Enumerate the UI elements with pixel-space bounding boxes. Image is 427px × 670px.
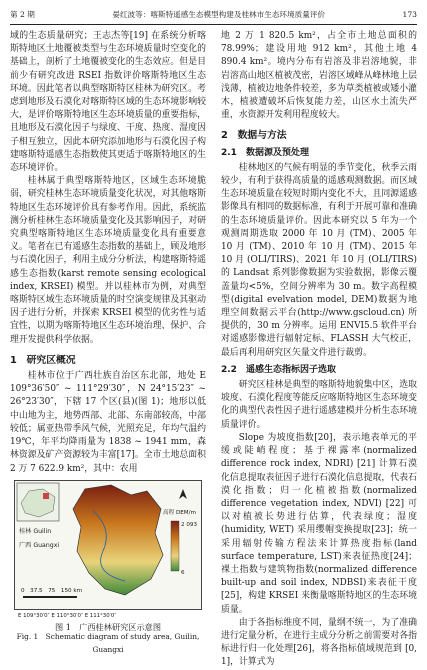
header-issue: 第 2 期 [10,9,35,19]
caption-cn: 图 1 广西桂林研究区示意图 [54,621,162,632]
guilin-inset-marker [43,493,49,499]
dem-legend-bar [171,521,179,571]
label-guangxi: 广西 Guangxi [19,541,60,549]
label-guilin: 桂林 Guilin [19,527,52,535]
paragraph: 桂林市位于广西壮族自治区东北部，地处 E 109°36′50″ ~ 111°29′30″，N 24°15′23″ ~ 26°23′30″，下辖 17 个区(县)(图 1)；地形以低中山地为主，地势西部、北部、东南部较高，中部较低；属亚热带季风气候，光照充足，年均气温约 19℃，年平均降雨量为 1838 ~ 1941 mm，森林资源及矿产资源较为丰富[17]。全市土地总面积 2 万 7 622.9 km²，其中：农用 [10,371,206,474]
header-page-number: 173 [402,9,417,19]
section-heading: 2 数据与方法 [221,130,287,142]
figure-caption [10,619,206,634]
subsection-heading: 2.2 遥感生态指标因子选取 [221,364,336,375]
subsection-heading: 2.1 数据源及预处理 [221,147,309,158]
caption-en: Fig. 1 Schematic diagram of study area, Guilin, Guangxi [16,631,200,654]
paragraph: 由于各指标维度不同，量纲不统一，为了准确进行定量分析，在进行主成分分析之前需要对各指标进行归一化处理[26]，将各指标值域规范到 [0, 1]，计算式为 [221,617,417,668]
legend-min: 6 [181,569,185,576]
legend-max: 2 093 [181,521,198,528]
left-column [10,30,206,656]
right-column [221,30,417,670]
paragraph: 域的生态质量研究；王志杰等[19] 在系统分析喀斯特地区土地覆被类型与生态环境质量时空变化的基础上，剖析了土地覆被变化的生态效应。但是目前少有研究改进 RSEI 指数评价喀斯特地区生态环境。因此笔者以典型喀斯特区桂林为研究区。考虑到地形及石漠化对喀斯特区域的生态环境影响较大，是评价喀斯特地区生态环境质量的重要指标，且地形及石漠化因子与绿度、干度、热度、湿度因子相互独立，因此本研究添加地形与石漠化因子构建喀斯特遥感生态指数使其更适于喀斯特地区的生态环境评价。 [10,31,206,174]
paragraph: 地 2 万 1 820.5 km²，占全市土地总面积的 78.99%；建设用地 912 km²，其他土地 4 890.4 km²。境内分布有岩溶及非岩溶地貌，非岩溶高山地区植被茂密，岩溶区域峰从峰林地上层浅薄，植被边地条件较差，多为草类植被或矮小灌木，植被遭破坏后恢复能力差，山区水土流失严重，水资源开发利用程度较大。 [221,31,417,121]
north-arrow-icon [179,489,187,499]
paragraph: 桂林地区的气候有明显的季节变化，秋季云雨较少，有利于获得高质量的遥感观测数据。而区域生态环境质量在较短时期内变化不大，且同源遥感影像具有相同的数据标准，有利于开展可靠和准确的生态环境质量评价。因此本研究以 5 年为一个观测周期选取 2000 年 10 月 (TM)、2005 年 10 月 (TM)、2010 年 10 月 (TM)、2015 年 10 月 (OLI/TIRS)、2021 年 10 月 (OLI/TIRS) 的 Landsat 系列影像数据为实验数据，影像云覆盖量均<5%，空间分辨率为 30 m。数字高程模型(digital evelvation model, DEM)数据为地理空间数据云平台(http://www.gscloud.cn) 所提供的，30 m 分辨率。运用 ENVI5.5 软件平台对遥感影像进行辐射定标、FLASSH 大气校正，最后再利用研究区矢量文件进行裁剪。 [221,162,417,358]
legend-title: 高程 DEM/m [163,509,196,516]
paragraph: 桂林属于典型喀斯特地区，区域生态环境脆弱，研究桂林生态环境质量变化状况，对其他喀斯特地区生态环境评价具有参考作用。因此，系统监测分析桂林生态环境质量变化及其影响因子，对研究典型喀斯特地区生态环境质量变化具有重要意义。笔者在已有遥感生态指数的基础上，顾及地形与石漠化因子，利用主成分分析法，构建喀斯特遥感生态指数(karst remote sensing ecological index, KRSEI) 模型。并以桂林市为例，对典型喀斯特区域生态环境质量的时空演变规律及其驱动因子进行分析，并探索 KRSEI 模型的优劣性与适宜性，以期为喀斯特地区生态环境治理、保护、合理开发提供科学依据。 [10,176,206,345]
paragraph: Slope 为坡度指数[20]，表示地表单元的平缓或陡峭程度；基于裸露率(normalized difference rock index, NDRI) [21] 计算石漠化信息提取表征因子进行石漠化信息提取，代表石漠化指数；归一化植被指数(normalized difference vegetation index, NDVI) [22] 可以对植被长势进行估算，代表绿度；湿度(humidity, WET) 采用缨帽变换提取[23]；统一采用辐射传输方程法来计算热度指标(land surface temperature, LST)来表征热度[24]；裸土指数与建筑物指数(normalized difference built-up and soil index, NDBSI)来表征干度[25]，构建 KRSEI 来衡量喀斯特地区的生态环境质量。 [221,432,417,615]
paragraph: 研究区桂林是典型的喀斯特地貌集中区，选取坡度、石漠化程度等能反应喀斯特地区生态环境变化的典型代表性因子进行遥感建模并分析生态环境质量评价。 [221,380,417,430]
scale-label: 0 37.5 75 150 km [21,587,83,594]
figure-1 [10,480,206,630]
page-header [10,4,417,25]
header-title: 晏红波等：喀斯特遥感生态模型构建及桂林市生态环境质量评价 [112,9,325,19]
section-heading: 1 研究区概况 [10,354,76,366]
study-area-map [14,480,202,610]
lon-axis-labels: E 109°30′0″ E 110°30′0″ E 111°30′0″ [18,612,117,619]
